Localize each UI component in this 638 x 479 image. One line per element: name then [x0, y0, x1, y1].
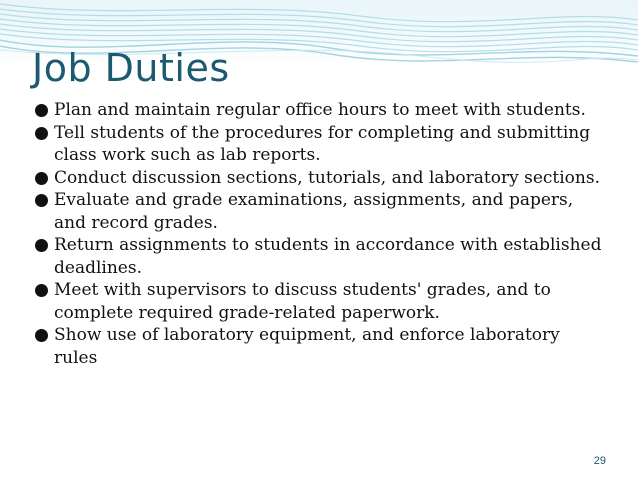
- bullet-item: [33, 189, 603, 234]
- bullet-item: [33, 122, 603, 167]
- filled-circle-icon: [34, 103, 49, 118]
- bullet-item: [33, 279, 603, 324]
- filled-circle-icon: [34, 283, 49, 298]
- bullet-text: Plan and maintain regular office hours to meet with students.: [54, 100, 586, 120]
- filled-circle-icon: [34, 328, 49, 343]
- bullet-item: [33, 324, 603, 369]
- filled-circle-icon: [34, 193, 49, 208]
- filled-circle-icon: [34, 126, 49, 141]
- bullet-text: Show use of laboratory equipment, and enforce laboratory rules: [54, 325, 560, 368]
- bullet-text: Return assignments to students in accordance with established deadlines.: [54, 235, 602, 278]
- bullet-text: Meet with supervisors to discuss students' grades, and to complete required grade-related paperwork.: [54, 280, 551, 323]
- filled-circle-icon: [34, 171, 49, 186]
- bullet-text: Evaluate and grade examinations, assignments, and papers, and record grades.: [54, 190, 574, 233]
- bullet-item: [33, 167, 603, 190]
- bullet-item: [33, 234, 603, 279]
- page-number: 29: [593, 455, 606, 467]
- filled-circle-icon: [34, 238, 49, 253]
- bullet-item: [33, 99, 603, 122]
- bullet-text: Conduct discussion sections, tutorials, and laboratory sections.: [54, 167, 600, 188]
- slide-title: Job Duties: [32, 46, 230, 90]
- bullet-text: Tell students of the procedures for completing and submitting class work such as lab reports.: [54, 122, 591, 165]
- bullet-list: [33, 99, 603, 369]
